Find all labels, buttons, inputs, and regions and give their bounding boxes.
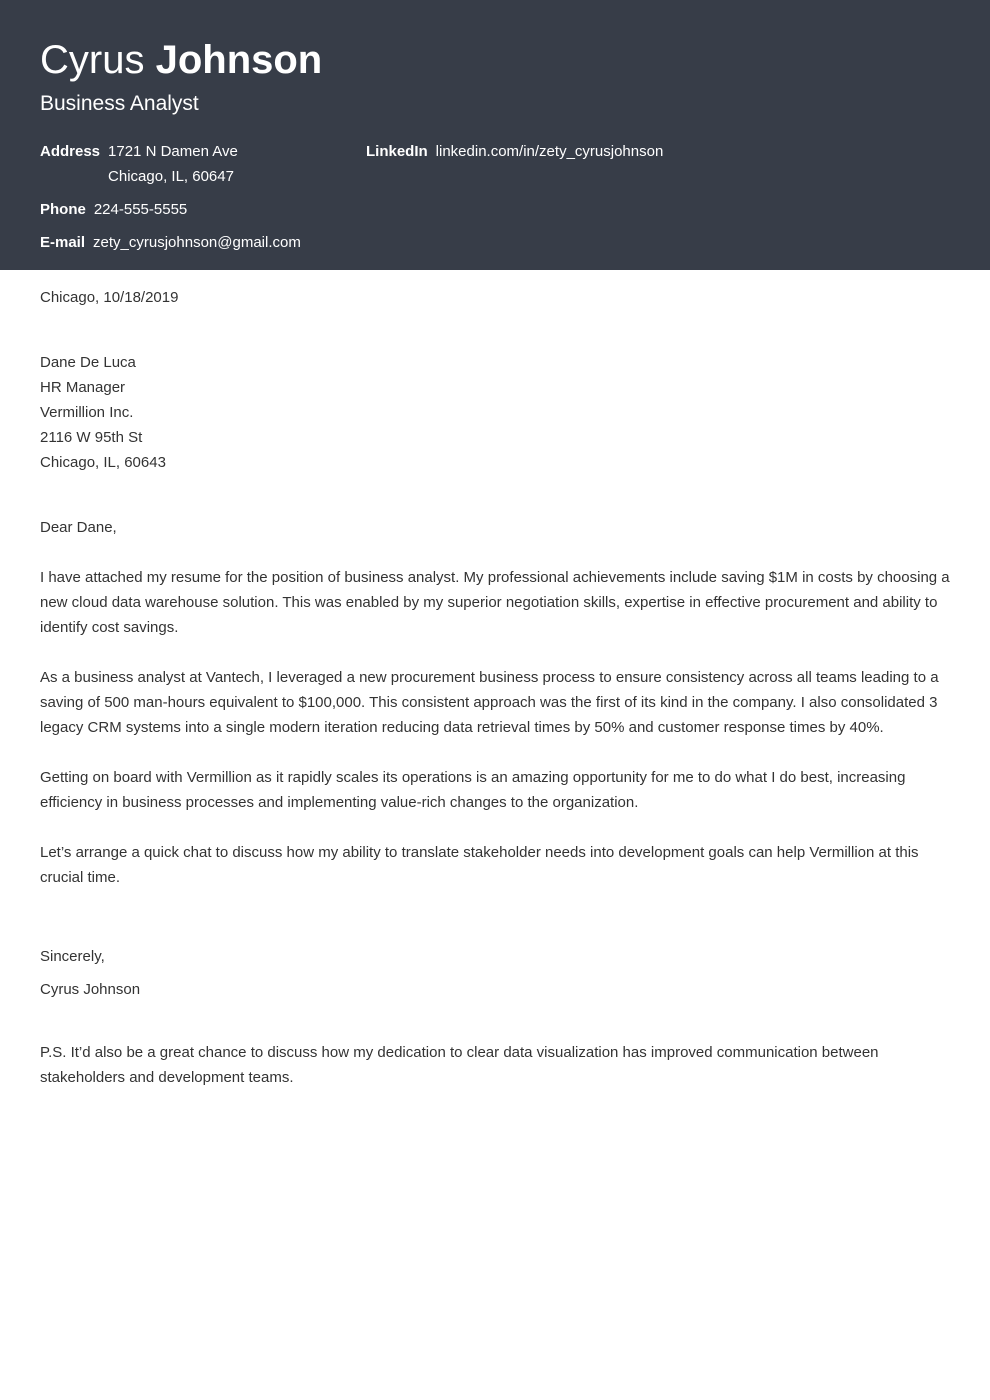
letter-date: Chicago, 10/18/2019 <box>40 289 179 306</box>
closing-block <box>40 940 952 1006</box>
closing-phrase: Sincerely, <box>40 948 105 965</box>
recipient-position: HR Manager <box>40 379 126 396</box>
header-banner <box>0 0 990 270</box>
body-paragraph: I have attached my resume for the position of business analyst. My professional achievements include saving $1M in costs by choosing a new cloud data warehouse solution. This was enabled by my superior negotiation skills, expertise in effective procurement and ability to identify cost savings. <box>40 569 950 636</box>
email-link[interactable]: zety_cyrusjohnson@gmail.com <box>93 234 301 251</box>
body-paragraph: As a business analyst at Vantech, I leveraged a new procurement business process to ensure consistency across all teams leading to a saving of 500 man-hours equivalent to $100,000. This consistent approach was the first of its kind in the company. I also consolidated 3 legacy CRM systems into a single modern iteration reducing data retrieval times by 50% and customer response times by 40%. <box>40 669 939 736</box>
address-line1: 1721 N Damen Ave <box>108 143 238 160</box>
signature-name: Cyrus Johnson <box>40 981 141 998</box>
postscript: P.S. It’d also be a great chance to discuss how my dedication to clear data visualization has improved communication between stakeholders and development teams. <box>40 1044 879 1086</box>
linkedin-link[interactable]: linkedin.com/in/zety_cyrusjohnson <box>435 143 664 160</box>
body-paragraph: Getting on board with Vermillion as it rapidly scales its operations is an amazing opportunity for me to do what I do best, increasing efficiency in business processes and implementing value-rich changes to the organization. <box>40 769 906 811</box>
phone-label: Phone <box>40 201 86 218</box>
greeting: Dear Dane, <box>40 519 117 536</box>
job-title: Business Analyst <box>40 92 199 115</box>
recipient-company: Vermillion Inc. <box>40 404 134 421</box>
contact-email <box>40 230 301 255</box>
contact-phone <box>40 197 187 222</box>
last-name: Johnson <box>155 38 323 82</box>
recipient-block <box>40 350 952 475</box>
contact-address <box>40 139 238 189</box>
phone-value: 224-555-5555 <box>93 201 188 218</box>
contact-linkedin <box>366 139 663 164</box>
recipient-city: Chicago, IL, 60643 <box>40 454 166 471</box>
body-paragraph: Let’s arrange a quick chat to discuss how my ability to translate stakeholder needs into development goals can help Vermillion at this crucial time. <box>40 844 919 886</box>
email-label: E-mail <box>40 234 86 251</box>
recipient-name: Dane De Luca <box>40 354 136 371</box>
recipient-street: 2116 W 95th St <box>40 429 143 446</box>
linkedin-label: LinkedIn <box>366 143 428 160</box>
applicant-name <box>40 36 322 84</box>
address-line2: Chicago, IL, 60647 <box>108 168 234 185</box>
address-label: Address <box>40 143 101 160</box>
address-value <box>108 139 238 189</box>
first-name: Cyrus <box>40 38 145 82</box>
